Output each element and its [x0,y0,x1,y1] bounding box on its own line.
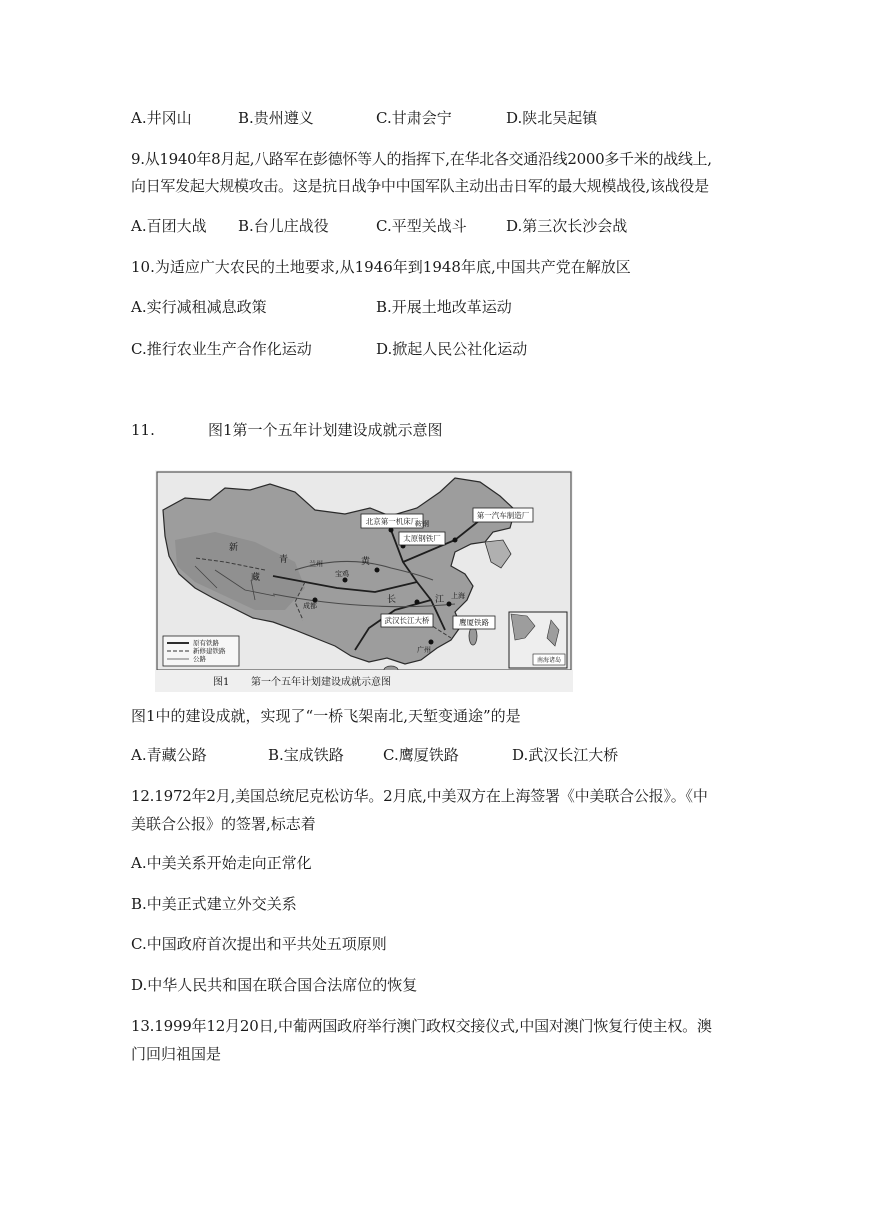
svg-text:太原钢铁厂: 太原钢铁厂 [403,534,441,543]
inset-label: 南海诸岛 [536,657,562,664]
label-shanghai: 上海 [451,592,465,600]
q8-option-a: A.井冈山 [131,109,192,127]
q10-stem: 10.为适应广大农民的土地要求,从1946年到1948年底,中国共产党在解放区 [131,258,631,276]
label-changchun [473,508,533,522]
q9-stem-line2: 向日军发起大规模攻击。这是抗日战争中中国军队主动出击日军的最大规模战役,该战役是 [131,177,709,195]
q12-option-d: D.中华人民共和国在联合国合法席位的恢复 [131,976,418,994]
label-lanzhou: 兰州 [309,560,323,568]
label-anshan: 鞍钢 [415,520,429,528]
q10-option-b: B.开展土地改革运动 [376,298,512,316]
q12-stem-line1: 12.1972年2月,美国总统尼克松访华。2月底,中美双方在上海签署《中美联合公报》。《中 [131,787,708,805]
label-jiang: 江 [435,595,445,605]
legend-existing-railway: 原有铁路 [193,639,219,647]
q9-option-d: D.第三次长沙会战 [506,217,628,235]
label-guangzhou: 广州 [417,646,431,654]
q8-option-d: D.陕北吴起镇 [506,109,598,127]
q11-stem: 图1中的建设成就，实现了“一桥飞架南北,天堑变通途”的是 [131,707,521,725]
label-taiyuan [399,532,445,545]
label-qinghai: 青 [279,555,289,565]
legend-new-railway: 新修建铁路 [193,647,226,655]
label-xinjiang: 新 [229,543,239,553]
label-chengdu: 成都 [303,602,317,610]
q10-option-a: A.实行减租减息政策 [131,298,267,316]
south-china-sea-inset [509,612,567,668]
label-yingxia [453,616,495,629]
five-year-plan-map-figure [155,470,573,692]
label-tibet: 藏 [251,573,261,583]
q9-option-b: B.台儿庄战役 [238,217,329,235]
q13-stem-line2: 门回归祖国是 [131,1045,222,1063]
label-wuhan-bridge [381,614,433,627]
q8-option-b: B.贵州遵义 [238,109,314,127]
q12-option-a: A.中美关系开始走向正常化 [131,854,312,872]
q9-option-a: A.百团大战 [131,217,207,235]
q9-option-c: C.平型关战斗 [376,217,467,235]
svg-text:第一汽车制造厂: 第一汽车制造厂 [476,511,530,520]
svg-text:北京第一机床厂: 北京第一机床厂 [365,517,419,526]
q11-figure-title: 图1第一个五年计划建设成就示意图 [208,421,443,439]
q11-option-c: C.鹰厦铁路 [383,746,459,764]
q9-stem-line1: 9.从1940年8月起,八路军在彭德怀等人的指挥下,在华北各交通沿线2000多千米的战线上, [131,150,712,168]
figure-caption-text: 第一个五年计划建设成就示意图 [251,677,391,688]
q13-stem-line1: 13.1999年12月20日,中葡两国政府举行澳门政权交接仪式,中国对澳门恢复行使主权。澳 [131,1017,712,1035]
q12-option-c: C.中国政府首次提出和平共处五项原则 [131,935,387,953]
figure-caption-number: 图1 [213,677,230,688]
map-legend [163,636,239,666]
q11-number: 11. [131,421,155,439]
svg-text:武汉长江大桥: 武汉长江大桥 [384,616,430,625]
q10-option-d: D.掀起人民公社化运动 [376,340,528,358]
q12-option-b: B.中美正式建立外交关系 [131,895,297,913]
label-baoji: 宝鸡 [335,570,349,578]
q11-option-b: B.宝成铁路 [268,746,344,764]
label-huanghe: 黄 [361,557,371,567]
label-beijing-machine [361,514,423,528]
map-svg [155,470,573,692]
q8-option-c: C.甘肃会宁 [376,109,452,127]
q10-option-c: C.推行农业生产合作化运动 [131,340,312,358]
q11-option-a: A.青藏公路 [131,746,207,764]
legend-highway: 公路 [193,655,206,663]
q11-option-d: D.武汉长江大桥 [512,746,619,764]
svg-text:鹰厦铁路: 鹰厦铁路 [459,618,489,627]
label-changjiang: 长 [387,595,397,605]
taiwan-island [469,627,477,645]
q12-stem-line2: 美联合公报》的签署,标志着 [131,815,316,833]
